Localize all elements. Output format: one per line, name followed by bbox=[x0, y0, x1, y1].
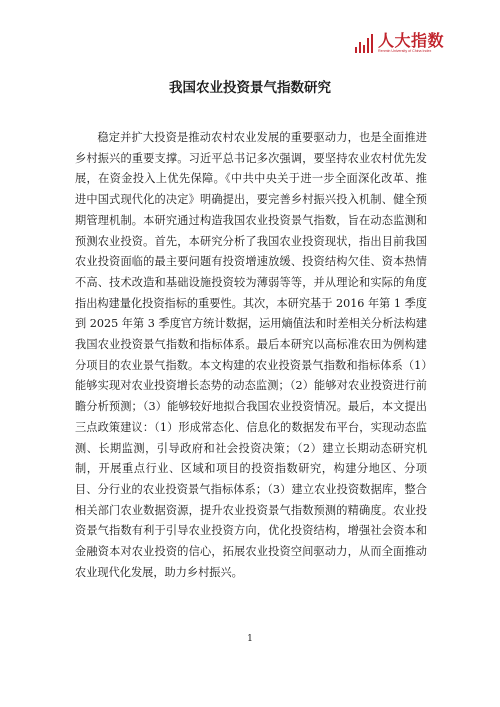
document-title: 我国农业投资景气指数研究 bbox=[169, 80, 331, 96]
abstract-paragraph: 稳定并扩大投资是推动农村农业发展的重要驱动力，也是全面推进乡村振兴的重要支撑。习近平总书记多次强调，要坚持农业农村优先发展，在资金投入上优先保障。《中共中央关于进一步全面深化改革、推进中国式现代化的决定》明确提出，要完善乡村振兴投入机制、健全预期管理机制。本研究通过构造我国农业投资景气指数，旨在动态监测和预测农业投资。首先，本研究分析了我国农业投资现状，指出目前我国农业投资面临的最主要问题有投资增速放缓、投资结构欠佳、资本热情不高、技术改造和基础设施投资较为薄弱等等，并从理论和实际的角度指出构建量化投资指标的重要性。其次，本研究基于 2016 年第 1 季度到 2025 年第 3 季度官方统计数据，运用熵值法和时差相关分析法构建我国农业投资景气指数和指标体系。最后本研究以高标准农田为例构建分项目的农业景气指数。本文构建的农业投资景气指数和指标体系（1）能够实现对农业投资增长态势的动态监测；（2）能够对农业投资进行前瞻分析预测；（3）能够较好地拟合我国农业投资情况。最后，本文提出三点政策建议：（1）形成常态化、信息化的数据发布平台，实现动态监测、长期监测，引导政府和社会投资决策；（2）建立长期动态研究机制，开展重点行业、区域和项目的投资指数研究，构建分地区、分项目、分行业的农业投资景气指标体系；（3）建立农业投资数据库，整合相关部门农业数据资源，提升农业投资景气指数预测的精确度。农业投资景气指数有利于引导农业投资方向，优化投资结构，增强社会资本和金融资本对农业投资的信心，拓展农业投资空间驱动力，从而全面推动农业现代化发展，助力乡村振兴。 bbox=[75, 131, 427, 579]
logo-subtitle: Renmin University of China Index bbox=[377, 49, 432, 53]
ruc-index-logo bbox=[355, 32, 444, 54]
logo-wordmark bbox=[378, 32, 444, 54]
bar-chart-logo-icon bbox=[355, 33, 375, 53]
logo-title: 人大指数 bbox=[377, 31, 444, 50]
page-number: 1 bbox=[247, 634, 253, 644]
